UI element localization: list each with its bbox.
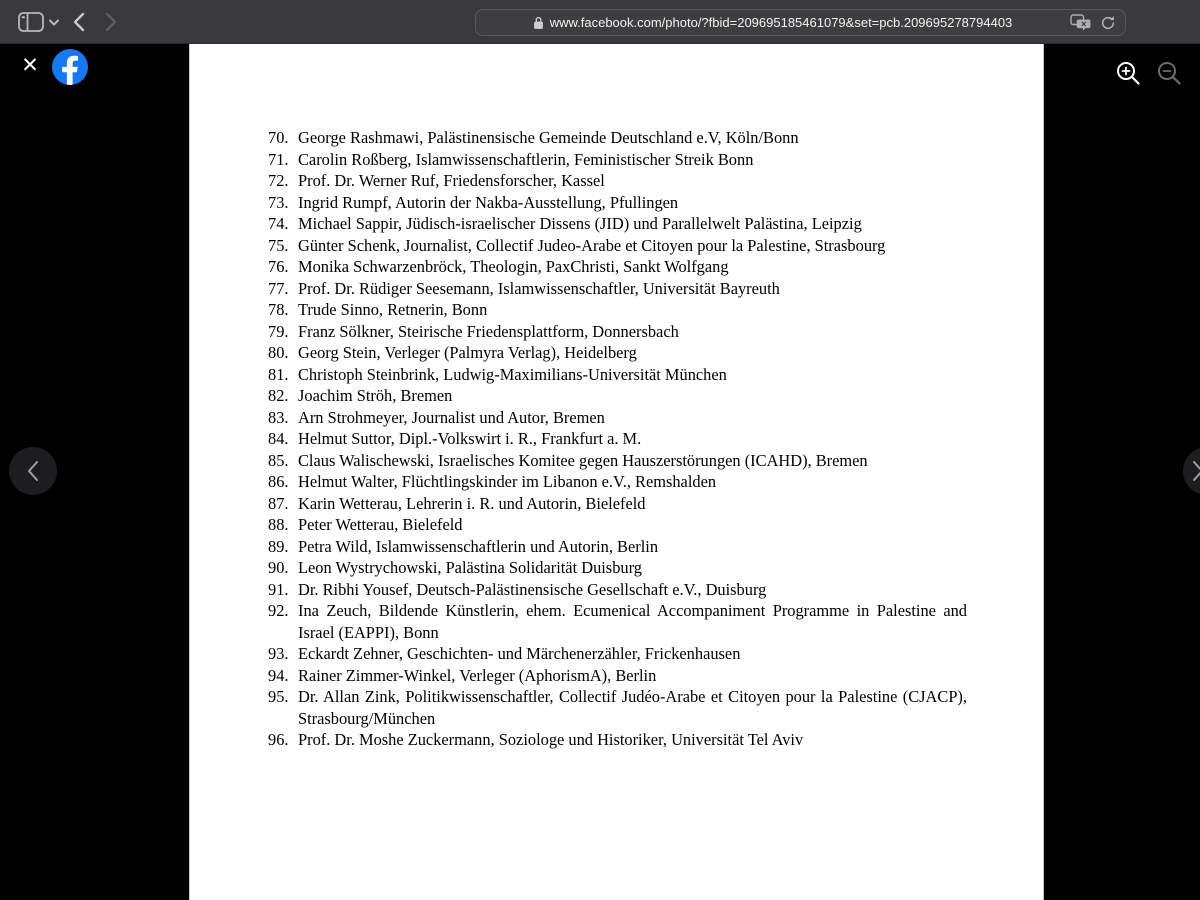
zoom-out-button[interactable] (1155, 59, 1183, 87)
list-item-text: Prof. Dr. Rüdiger Seesemann, Islamwissenschaftler, Universität Bayreuth (298, 278, 780, 298)
list-item-number: 90. (268, 558, 289, 577)
signatories-list (268, 127, 967, 751)
list-item-number: 82. (268, 386, 289, 405)
panel-left-icon (18, 12, 44, 32)
magnifier-minus-icon (1155, 59, 1183, 87)
list-item (268, 407, 967, 429)
zoom-in-button[interactable] (1114, 59, 1142, 87)
list-item-text: Karin Wetterau, Lehrerin i. R. und Autorin, Bielefeld (298, 493, 646, 513)
list-item-number: 77. (268, 278, 289, 298)
url-text: www.facebook.com/photo/?fbid=209695185461079&set=pcb.209695278794403 (549, 15, 1013, 30)
list-item-number: 76. (268, 257, 289, 276)
list-item (268, 385, 967, 407)
list-item (268, 192, 967, 214)
x-icon: ✕ (21, 54, 39, 77)
list-item-number: 74. (268, 214, 289, 233)
list-item (268, 643, 967, 665)
list-item (268, 213, 967, 235)
list-item-text: Carolin Roßberg, Islamwissenschaftlerin, Feministischer Streik Bonn (298, 149, 754, 169)
list-item-number: 88. (268, 515, 289, 534)
list-item-number: 95. (268, 687, 289, 706)
chevron-left-icon (25, 459, 41, 483)
circular-arrow-icon (1100, 15, 1116, 31)
chevron-right-icon (105, 12, 117, 32)
list-item-text: Trude Sinno, Retnerin, Bonn (298, 300, 488, 319)
list-item-number: 89. (268, 536, 289, 556)
list-item-text: Prof. Dr. Moshe Zuckermann, Soziologe und Historiker, Universität Tel Aviv (298, 730, 804, 749)
list-item (268, 557, 967, 579)
chevron-right-icon (1190, 459, 1200, 483)
chevron-left-icon (73, 12, 85, 32)
list-item-text: Monika Schwarzenbröck, Theologin, PaxChristi, Sankt Wolfgang (298, 257, 729, 276)
list-item-text: Günter Schenk, Journalist, Collectif Judeo-Arabe et Citoyen pour la Palestine, Strasbourg (298, 235, 886, 255)
list-item-text: Eckardt Zehner, Geschichten- und Märchenerzähler, Frickenhausen (298, 644, 741, 663)
lock-icon (533, 15, 544, 30)
list-item-number: 75. (268, 235, 289, 255)
list-item (268, 493, 967, 515)
list-item-number: 93. (268, 644, 289, 663)
list-item-number: 78. (268, 300, 289, 319)
list-item-number: 86. (268, 472, 289, 491)
list-item-text: Claus Walischewski, Israelisches Komitee gegen Hauszerstörungen (ICAHD), Bremen (298, 450, 868, 470)
list-item-text: Helmut Walter, Flüchtlingskinder im Libanon e.V., Remshalden (298, 472, 717, 491)
facebook-f-icon (52, 49, 88, 85)
list-item (268, 471, 967, 493)
list-item (268, 170, 967, 192)
list-item (268, 299, 967, 321)
list-item-number: 79. (268, 321, 289, 341)
photo-document (189, 44, 1044, 900)
list-item-text: Ingrid Rumpf, Autorin der Nakba-Ausstellung, Pfullingen (298, 192, 679, 212)
list-item-text: Prof. Dr. Werner Ruf, Friedensforscher, Kassel (298, 171, 605, 190)
list-item (268, 127, 967, 149)
list-item (268, 342, 967, 364)
list-item-number: 96. (268, 730, 289, 749)
list-item-text: Leon Wystrychowski, Palästina Solidarität Duisburg (298, 558, 642, 577)
list-item-number: 91. (268, 579, 289, 599)
forward-button[interactable] (100, 10, 122, 34)
list-item-text: Helmut Suttor, Dipl.-Volkswirt i. R., Frankfurt a. M. (298, 429, 642, 448)
reload-button[interactable] (1100, 15, 1116, 31)
list-item-number: 70. (268, 128, 289, 147)
tab-overview-chevron-button[interactable] (48, 17, 60, 27)
list-item (268, 278, 967, 300)
list-item-text: Joachim Ströh, Bremen (298, 386, 453, 405)
sidebar-toggle-button[interactable] (17, 11, 45, 33)
list-item-text: Rainer Zimmer-Winkel, Verleger (AphorismA), Berlin (298, 665, 657, 685)
list-item-text: Ina Zeuch, Bildende Künstlerin, ehem. Ecumenical Accompaniment Programme in Palestine and Israel (EAPPI), Bonn (298, 601, 967, 642)
list-item-text: Franz Sölkner, Steirische Friedensplattform, Donnersbach (298, 321, 679, 341)
list-item-text: Christoph Steinbrink, Ludwig-Maximilians-Universität München (298, 364, 727, 384)
facebook-logo[interactable] (52, 49, 88, 85)
back-button[interactable] (68, 10, 90, 34)
list-item (268, 428, 967, 450)
photo-viewer (0, 44, 1200, 900)
close-button[interactable] (17, 53, 43, 79)
list-item-number: 72. (268, 171, 289, 190)
list-item (268, 600, 967, 643)
list-item-text: Dr. Allan Zink, Politikwissenschaftler, Collectif Judéo-Arabe et Citoyen pour la Palestine (CJACP), Strasbourg/München (298, 687, 967, 728)
chevron-down-icon (49, 19, 59, 26)
list-item-text: George Rashmawi, Palästinensische Gemeinde Deutschland e.V, Köln/Bonn (298, 128, 799, 147)
list-item (268, 514, 967, 536)
next-photo-button[interactable] (1183, 447, 1200, 495)
list-item-number: 73. (268, 192, 289, 212)
list-item-number: 92. (268, 601, 289, 620)
list-item (268, 450, 967, 472)
list-item-number: 94. (268, 665, 289, 685)
list-item-text: Michael Sappir, Jüdisch-israelischer Dissens (JID) und Parallelwelt Palästina, Leipzig (298, 214, 862, 233)
address-bar[interactable] (475, 9, 1126, 36)
speech-bubbles-icon (1070, 14, 1091, 31)
list-item-number: 80. (268, 343, 289, 362)
list-item-text: Petra Wild, Islamwissenschaftlerin und Autorin, Berlin (298, 536, 659, 556)
list-item-number: 84. (268, 429, 289, 448)
list-item-text: Arn Strohmeyer, Journalist und Autor, Bremen (298, 407, 605, 427)
translate-button[interactable] (1070, 14, 1091, 31)
magnifier-plus-icon (1114, 59, 1142, 87)
list-item (268, 579, 967, 601)
list-item-text: Georg Stein, Verleger (Palmyra Verlag), Heidelberg (298, 343, 637, 362)
list-item (268, 536, 967, 558)
list-item (268, 686, 967, 729)
list-item (268, 665, 967, 687)
list-item (268, 321, 967, 343)
list-item-text: Peter Wetterau, Bielefeld (298, 515, 463, 534)
list-item (268, 256, 967, 278)
list-item-number: 81. (268, 364, 289, 384)
list-item-text: Dr. Ribhi Yousef, Deutsch-Palästinensische Gesellschaft e.V., Duisburg (298, 579, 767, 599)
list-item (268, 235, 967, 257)
previous-photo-button[interactable] (9, 447, 57, 495)
list-item (268, 149, 967, 171)
list-item-number: 85. (268, 450, 289, 470)
browser-toolbar (0, 0, 1200, 44)
list-item (268, 729, 967, 751)
list-item-number: 87. (268, 493, 289, 513)
list-item (268, 364, 967, 386)
list-item-number: 71. (268, 149, 289, 169)
list-item-number: 83. (268, 407, 289, 427)
